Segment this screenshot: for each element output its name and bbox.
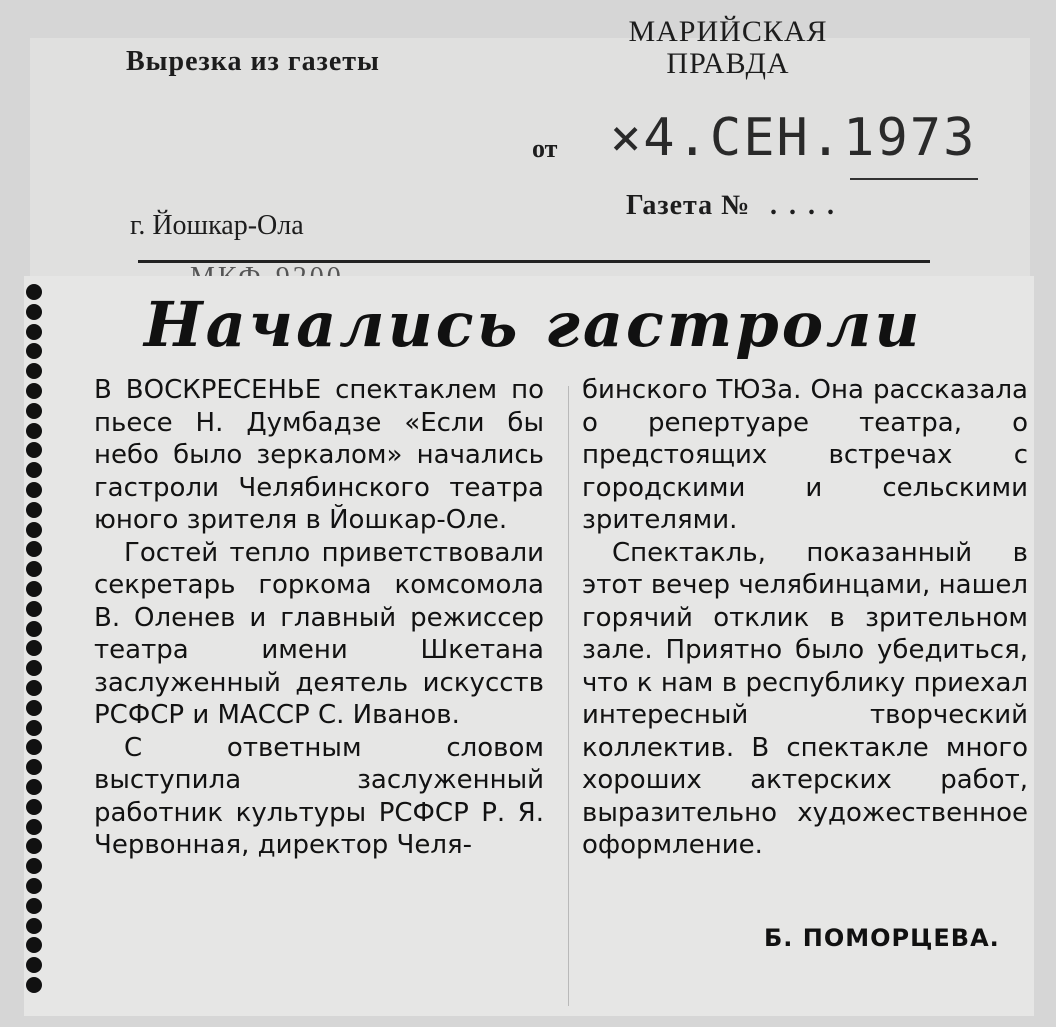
perforation-hole [26,898,42,914]
perforation-hole [26,423,42,439]
perforation-hole [26,878,42,894]
perforation-hole [26,700,42,716]
perforation-hole [26,442,42,458]
article-left-column [94,374,544,862]
perforation-hole [26,522,42,538]
paragraph: бинского ТЮЗа. Она рассказала о репертуаре театра, о предстоящих встречах с городскими и сельскими зрителями. [582,375,1028,535]
perforation-hole [26,720,42,736]
perforation-hole [26,819,42,835]
article-headline: Начались гастроли [144,288,923,361]
article-right-column [582,374,1028,862]
perforation-hole [26,640,42,656]
date-stamp: ×4.СЕН.1973 [610,108,977,168]
perforation-edge [26,284,44,1004]
column-divider [568,386,569,1006]
perforation-hole [26,621,42,637]
perforation-hole [26,838,42,854]
perforation-hole [26,403,42,419]
perforation-hole [26,779,42,795]
perforation-hole [26,304,42,320]
perforation-hole [26,759,42,775]
date-underline [850,178,978,180]
newspaper-clipping [24,276,1034,1016]
perforation-hole [26,482,42,498]
perforation-hole [26,561,42,577]
perforation-hole [26,739,42,755]
clipping-label: Вырезка из газеты [126,46,380,77]
perforation-hole [26,581,42,597]
issue-dots: .... [770,190,846,221]
newspaper-name [608,16,848,80]
perforation-hole [26,918,42,934]
perforation-hole [26,541,42,557]
perforation-hole [26,937,42,953]
perforation-hole [26,977,42,993]
perforation-hole [26,858,42,874]
perforation-hole [26,383,42,399]
newspaper-name-text: МАРИЙСКАЯ ПРАВДА [628,15,828,80]
paragraph: В ВОСКРЕСЕНЬЕ спектаклем по пьесе Н. Думбадзе «Если бы небо было зеркалом» начались гастроли Челябинского театра юного зрителя в Йошкар-Оле. [94,375,544,535]
perforation-hole [26,502,42,518]
issue-label: Газета № [626,190,751,221]
paragraph: Спектакль, показанный в этот вечер челябинцами, нашел горячий отклик в зрительном зале. Приятно было убедиться, что к нам в республику приехал интересный творческий коллектив. В спектакле много хороших актерских работ, выразительно художественное оформление. [582,537,1028,860]
perforation-hole [26,343,42,359]
perforation-hole [26,601,42,617]
city-label: г. Йошкар-Ола [130,210,304,241]
perforation-hole [26,660,42,676]
perforation-hole [26,324,42,340]
perforation-hole [26,363,42,379]
perforation-hole [26,462,42,478]
perforation-hole [26,799,42,815]
perforation-hole [26,680,42,696]
article-author: Б. ПОМОРЦЕВА. [764,924,1000,952]
from-label: от [532,134,558,163]
paragraph: С ответным словом выступила заслуженный работник культуры РСФСР Р. Я. Червонная, директор Челя- [94,732,544,860]
clipping-header-card [30,15,1030,278]
perforation-hole [26,284,42,300]
paragraph: Гостей тепло приветствовали секретарь горкома комсомола В. Оленев и главный режиссер театра имени Шкетана заслуженный деятель искусств РСФСР и МАССР С. Иванов. [94,537,544,730]
perforation-hole [26,957,42,973]
